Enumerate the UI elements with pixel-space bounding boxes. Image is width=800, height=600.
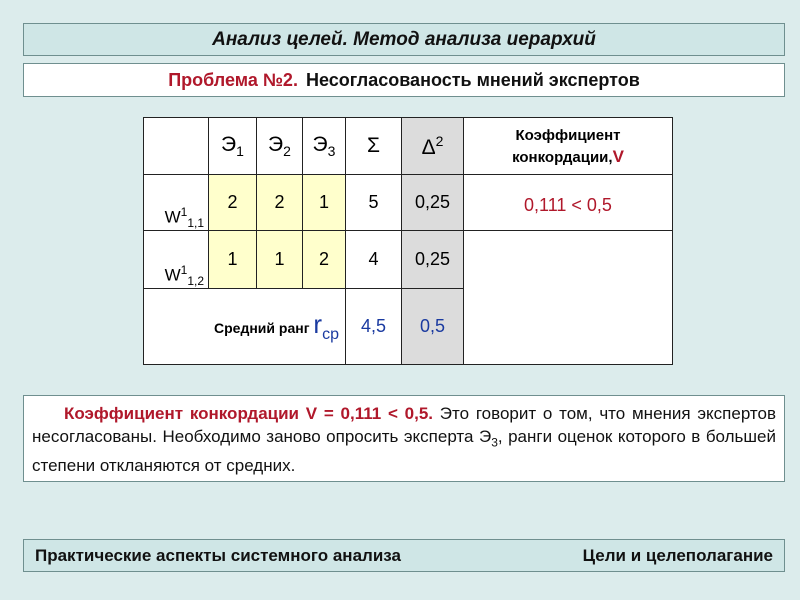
table-row [144, 231, 673, 289]
delta-exponent: 2 [435, 132, 444, 149]
header-concordance-word: конкордации, [512, 148, 613, 166]
conclusion-highlight: Коэффициент конкордации V = 0,111 < 0,5. [64, 404, 434, 423]
concordance-value: 0,111 < 0,5 [464, 175, 673, 231]
header-expert-3-letter: Э [312, 132, 328, 156]
cell-row1-e1: 2 [209, 175, 257, 231]
ranks-table [143, 117, 673, 365]
cell-row2-e3: 2 [303, 231, 346, 289]
row-label-sup: 1 [180, 204, 188, 219]
slide-title-text: Анализ целей. Метод анализа иерархий [212, 28, 596, 50]
header-concordance [464, 118, 673, 175]
row-label-w12 [144, 231, 209, 289]
header-sum-symbol [346, 118, 402, 175]
row-label-letter: W [164, 207, 181, 227]
header-expert-2-letter: Э [268, 132, 284, 156]
cell-row1-sum: 5 [346, 175, 402, 231]
sigma-symbol: Σ [367, 134, 380, 157]
average-rank-text: Средний ранг [214, 319, 310, 336]
table-row [144, 175, 673, 231]
cell-row1-e3: 1 [303, 175, 346, 231]
header-expert-1 [209, 118, 257, 175]
conclusion-expert-index: 3 [491, 435, 498, 450]
header-empty-cell [144, 118, 209, 175]
cell-row2-e1: 1 [209, 231, 257, 289]
average-rank-sum: 4,5 [346, 289, 402, 365]
row-label-letter: W [164, 265, 181, 285]
conclusion-text-b: , ранги оценок которого в большей степени откланяются от средних. [32, 427, 776, 476]
header-expert-3-index: 3 [327, 143, 336, 160]
cell-row2-e2: 1 [257, 231, 303, 289]
conclusion-text-a: Это говорит о том, что мнения экспертов несогласованы. Необходимо заново опросить эксперта Э [32, 404, 777, 446]
row-label-sub: 1,2 [187, 274, 204, 288]
delta-symbol: Δ [421, 135, 436, 159]
cell-row2-delta: 0,25 [402, 231, 464, 289]
average-rank-sub: ср [322, 326, 339, 344]
header-expert-2 [257, 118, 303, 175]
header-concordance-line1: Коэффициент [515, 126, 621, 144]
slide-title [23, 23, 785, 56]
header-expert-1-index: 1 [236, 143, 244, 160]
problem-number: Проблема №2. [168, 69, 298, 90]
footer-bar [23, 539, 785, 572]
footer-left: Практические аспекты системного анализа [35, 545, 401, 565]
header-expert-3 [303, 118, 346, 175]
cell-row2-sum: 4 [346, 231, 402, 289]
conclusion-note [23, 395, 785, 482]
problem-banner [23, 63, 785, 97]
concordance-empty-cell [464, 231, 673, 365]
average-rank-r: r [313, 308, 323, 339]
header-expert-1-letter: Э [221, 132, 237, 156]
row-label-sup: 1 [180, 262, 188, 277]
cell-row1-delta: 0,25 [402, 175, 464, 231]
average-rank-label [144, 289, 346, 365]
average-rank-symbol [313, 308, 339, 344]
header-concordance-line2 [464, 146, 672, 168]
cell-row1-e2: 2 [257, 175, 303, 231]
header-expert-2-index: 2 [283, 143, 291, 160]
footer-right: Цели и целеполагание [582, 545, 773, 565]
row-label-w11 [144, 175, 209, 231]
header-delta-squared [402, 118, 464, 175]
problem-text: Несогласованость мнений экспертов [305, 69, 640, 90]
average-rank-delta: 0,5 [402, 289, 464, 365]
table-header-row [144, 118, 673, 175]
row-label-sub: 1,1 [187, 216, 204, 230]
header-concordance-v: V [612, 146, 624, 166]
